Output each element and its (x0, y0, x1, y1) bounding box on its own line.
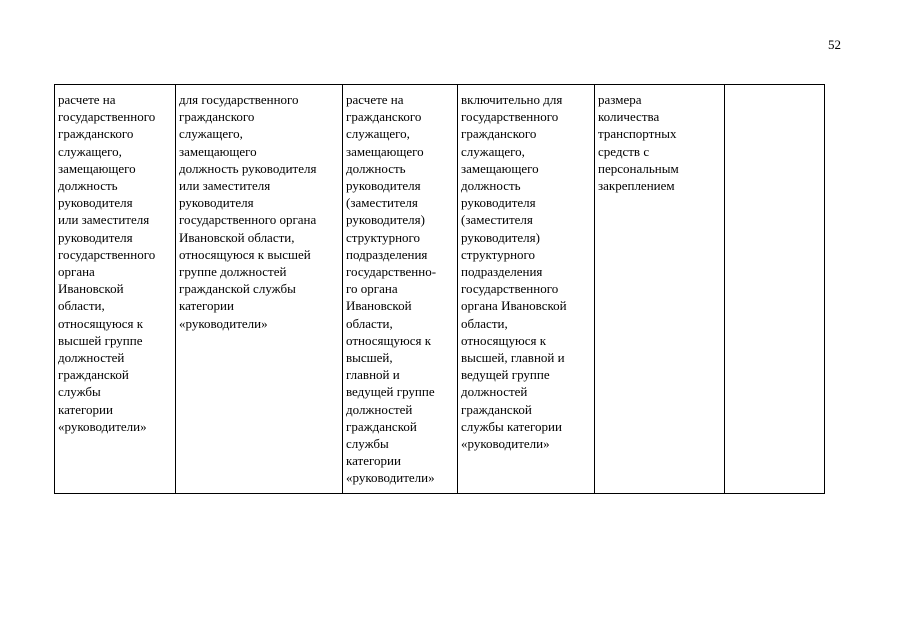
table-cell-5: размера количества транспортных средств с персональным закреплением (595, 85, 725, 494)
table-cell-6 (725, 85, 825, 494)
table-cell-2: для государственного гражданского служащего, замещающего должность руководителя или заместителя руководителя государственного органа Ивановской области, относящуюся к высшей группе должностей гражданской службы категории «руководители» (176, 85, 343, 494)
table-cell-4: включительно для государственного гражданского служащего, замещающего должность руководителя (заместителя руководителя) структурного подразделения государственного органа Ивановской области, относящуюся к высшей, главной и ведущей группе должностей гражданской службы категории «руководители» (458, 85, 595, 494)
table-row (55, 85, 825, 494)
table-cell-1: расчете на государственного гражданского служащего, замещающего должность руководителя или заместителя руководителя государственного органа Ивановской области, относящуюся к высшей группе должностей гражданской службы категории «руководители» (55, 85, 176, 494)
page-number: 52 (828, 37, 841, 52)
table-cell-3: расчете на гражданского служащего, замещающего должность руководителя (заместителя руководителя) структурного подразделения государственно- го органа Ивановской области, относящуюся к высшей, главной и ведущей группе должностей гражданской службы категории «руководители» (343, 85, 458, 494)
document-table (54, 84, 825, 494)
